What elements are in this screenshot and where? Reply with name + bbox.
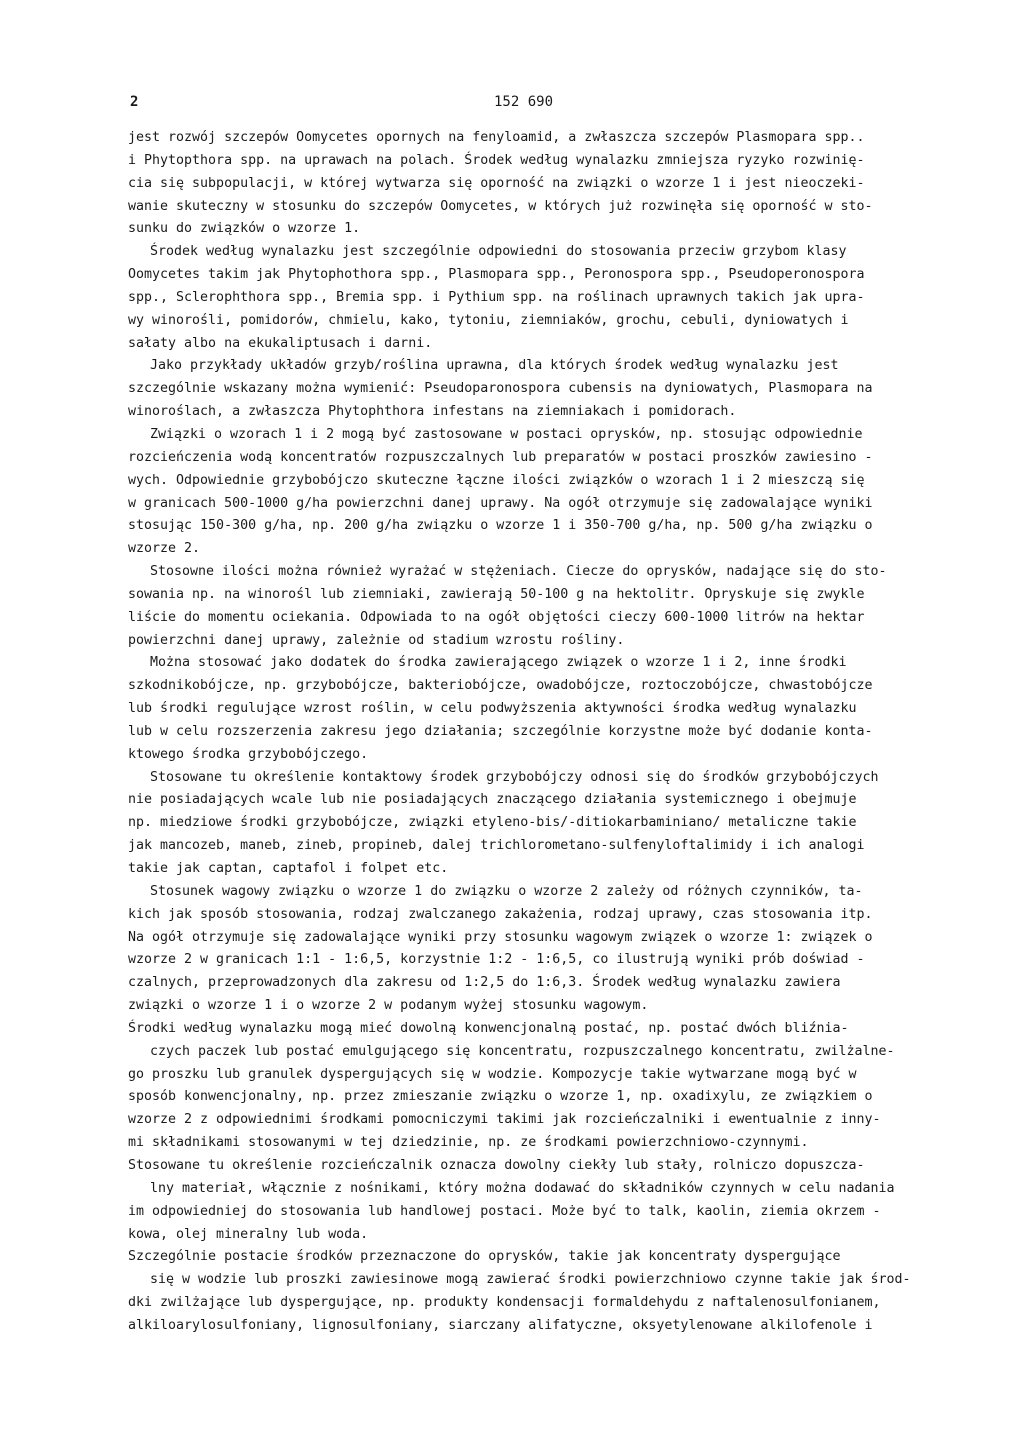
text-line: rozcieńczenia wodą koncentratów rozpuszczalnych lub preparatów w postaci proszków zawiesino - xyxy=(128,449,873,465)
text-line: cia się subpopulacji, w której wytwarza się oporność na związki o wzorze 1 i jest nieoczeki- xyxy=(128,175,865,191)
text-line: Szczególnie postacie środków przeznaczone do oprysków, takie jak koncentraty dyspergujące xyxy=(128,1249,841,1265)
text-line: Stosowne ilości można również wyrażać w stężeniach. Ciecze do oprysków, nadające się do sto- xyxy=(150,564,887,580)
text-line: mi składnikami stosowanymi w tej dziedzinie, np. ze środkami powierzchniowo-czynnymi. xyxy=(128,1135,809,1151)
text-line: lub środki regulujące wzrost roślin, w celu podwyższenia aktywności środka według wynalazku xyxy=(128,701,857,717)
text-line: Stosowane tu określenie kontaktowy środek grzybobójczy odnosi się do środków grzybobójczych xyxy=(150,769,879,785)
text-line: czalnych, przeprowadzonych dla zakresu od 1:2,5 do 1:6,3. Środek według wynalazku zawiera xyxy=(128,975,841,991)
text-line: sunku do związków o wzorze 1. xyxy=(128,221,361,237)
text-line: spp., Sclerophthora spp., Bremia spp. i Pythium spp. na roślinach uprawnych takich jak upra- xyxy=(128,289,865,305)
text-line: Stosunek wagowy związku o wzorze 1 do związku o wzorze 2 zależy od różnych czynników, ta- xyxy=(150,883,863,899)
text-line: np. miedziowe środki grzybobójcze, związki etyleno-bis/-ditiokarbaminiano/ metaliczne takie xyxy=(128,815,857,831)
text-line: sposób konwencjonalny, np. przez zmieszanie związku o wzorze 1, np. oxadixylu, ze związkiem o xyxy=(128,1089,873,1105)
text-line: wy winorośli, pomidorów, chmielu, kako, tytoniu, ziemniaków, grochu, cebuli, dyniowatych i xyxy=(128,312,849,328)
text-line: i Phytopthora spp. na uprawach na polach. Środek według wynalazku zmniejsza ryzyko rozwinię- xyxy=(128,152,865,168)
text-line: Związki o wzorach 1 i 2 mogą być zastosowane w postaci oprysków, np. stosując odpowiednie xyxy=(150,426,863,442)
text-line: Na ogół otrzymuje się zadowalające wyniki przy stosunku wagowym związek o wzorze 1: związek o xyxy=(128,929,873,945)
text-line: Można stosować jako dodatek do środka zawierającego związek o wzorze 1 i 2, inne środki xyxy=(150,655,847,671)
text-line: Oomycetes takim jak Phytophothora spp., Plasmopara spp., Peronospora spp., Pseudoperonospora xyxy=(128,267,865,283)
text-line: się w wodzie lub proszki zawiesinowe mogą zawierać środki powierzchniowo czynne takie jak środ- xyxy=(150,1272,911,1288)
text-line: stosując 150-300 g/ha, np. 200 g/ha związku o wzorze 1 i 350-700 g/ha, np. 500 g/ha związku o xyxy=(128,518,873,534)
text-line: w granicach 500-1000 g/ha powierzchni danej uprawy. Na ogół otrzymuje się zadowalające wyniki xyxy=(128,495,873,511)
text-line: ktowego środka grzybobójczego. xyxy=(128,746,369,762)
text-line: czych paczek lub postać emulgującego się koncentratu, rozpuszczalnego koncentratu, zwilżalne- xyxy=(150,1043,895,1059)
text-line: Środki według wynalazku mogą mieć dowolną konwencjonalną postać, np. postać dwóch bliźnia- xyxy=(128,1020,849,1036)
text-line: go proszku lub granulek dyspergujących się w wodzie. Kompozycje takie wytwarzane mogą być w xyxy=(128,1066,857,1082)
text-line: im odpowiedniej do stosowania lub handlowej postaci. Może być to talk, kaolin, ziemia okrzem - xyxy=(128,1203,881,1219)
text-line: Środek według wynalazku jest szczególnie odpowiedni do stosowania przeciw grzybom klasy xyxy=(150,244,847,260)
text-line: szkodnikobójcze, np. grzybobójcze, bakteriobójcze, owadobójcze, roztoczobójcze, chwastobójcze xyxy=(128,678,873,694)
text-line: wzorze 2 z odpowiednimi środkami pomocniczymi takimi jak rozcieńczalniki i ewentualnie z inny- xyxy=(128,1112,881,1128)
patent-number: 152 690 xyxy=(494,94,554,110)
text-line: kowa, olej mineralny lub woda. xyxy=(128,1226,369,1242)
text-line: powierzchni danej uprawy, zależnie od stadium wzrostu rośliny. xyxy=(128,632,625,648)
text-line: sowania np. na winorośl lub ziemniaki, zawierają 50-100 g na hektolitr. Opryskuje się zwykle xyxy=(128,586,865,602)
text-line: jak mancozeb, maneb, zineb, propineb, dalej trichlorometano-sulfenyloftalimidy i ich analogi xyxy=(128,838,865,854)
text-line: lub w celu rozszerzenia zakresu jego działania; szczególnie korzystne może być dodanie konta- xyxy=(128,723,873,739)
text-line: alkiloarylosulfoniany, lignosulfoniany, siarczany alifatyczne, oksyetylenowane alkilofenole i xyxy=(128,1317,873,1333)
text-line: wzorze 2. xyxy=(128,541,201,557)
text-line: sałaty albo na ekukaliptusach i darni. xyxy=(128,335,433,351)
text-line: kich jak sposób stosowania, rodzaj zwalczanego zakażenia, rodzaj uprawy, czas stosowania itp. xyxy=(128,906,873,922)
text-line: nie posiadających wcale lub nie posiadających znaczącego działania systemicznego i obejmuje xyxy=(128,792,857,808)
text-line: wanie skuteczny w stosunku do szczepów Oomycetes, w których już rozwinęła się oporność w sto- xyxy=(128,198,873,214)
text-line: wzorze 2 w granicach 1:1 - 1:6,5, korzystnie 1:2 - 1:6,5, co ilustrują wyniki prób doświad - xyxy=(128,952,865,968)
text-line: Jako przykłady układów grzyb/roślina uprawna, dla których środek według wynalazku jest xyxy=(150,358,839,374)
text-line: szczególnie wskazany można wymienić: Pseudoparonospora cubensis na dyniowatych, Plasmopara na xyxy=(128,381,873,397)
text-line: wych. Odpowiednie grzybobójczo skuteczne łączne ilości związków o wzorach 1 i 2 mieszczą się xyxy=(128,472,865,488)
page-number: 2 xyxy=(130,94,139,110)
text-line: takie jak captan, captafol i folpet etc. xyxy=(128,861,449,876)
text-line: liście do momentu ociekania. Odpowiada to na ogół objętości cieczy 600-1000 litrów na hektar xyxy=(128,609,865,625)
text-line: Stosowane tu określenie rozcieńczalnik oznacza dowolny ciekły lub stały, rolniczo dopuszcza- xyxy=(128,1157,865,1173)
text-line: jest rozwój szczepów Oomycetes opornych na fenyloamid, a zwłaszcza szczepów Plasmopara spp.. xyxy=(128,130,865,145)
text-line: związki o wzorze 1 i o wzorze 2 w podanym wyżej stosunku wagowym. xyxy=(128,998,649,1014)
text-line: lny materiał, włącznie z nośnikami, który można dodawać do składników czynnych w celu nadania xyxy=(150,1180,895,1196)
text-line: winoroślach, a zwłaszcza Phytophthora infestans na ziemniakach i pomidorach. xyxy=(128,404,737,420)
text-line: dki zwilżające lub dyspergujące, np. produkty kondensacji formaldehydu z naftalenosulfonianem, xyxy=(128,1295,881,1311)
body-text xyxy=(128,127,958,1338)
